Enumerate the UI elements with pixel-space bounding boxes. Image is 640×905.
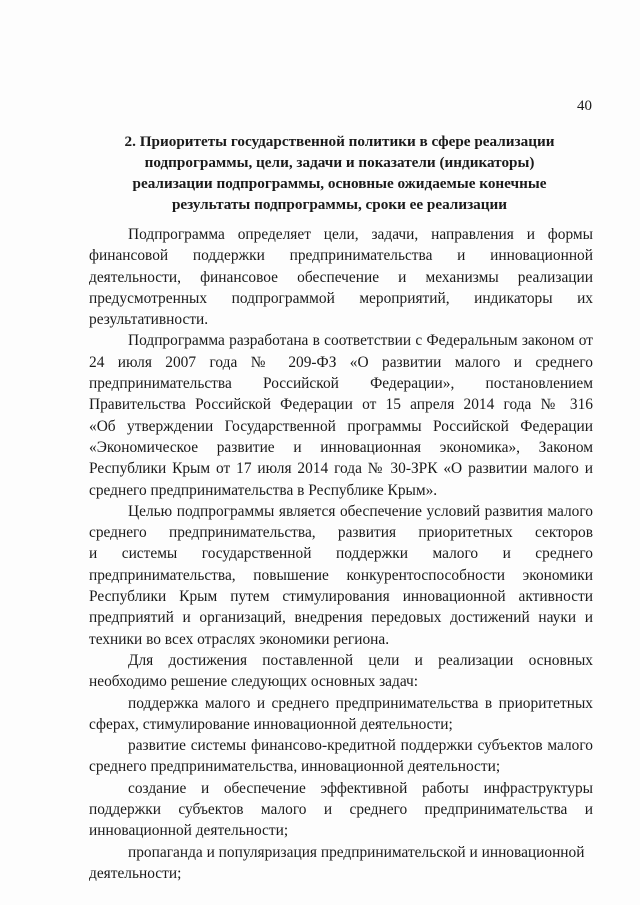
text-line: предприятий и организаций, внедрения передовых достижений науки и xyxy=(89,609,593,627)
list-item xyxy=(89,735,593,778)
text-line: развитие системы финансово-кредитной поддержки субъектов малого xyxy=(128,737,593,755)
text-line: 24 июля 2007 года № 209-ФЗ «О развитии малого и среднего xyxy=(89,353,593,371)
text-line: техники во всех отраслях экономики региона. xyxy=(89,630,390,648)
text-line: финансовой поддержки предпринимательства и инновационной xyxy=(89,247,593,265)
heading-line: подпрограммы, цели, задачи и показатели (индикаторы) xyxy=(144,154,535,171)
list-item xyxy=(89,842,593,885)
text-line: Республики Крым путем стимулирования инновационной активности xyxy=(89,588,593,606)
paragraph xyxy=(89,224,593,330)
paragraph xyxy=(89,330,593,500)
text-line: предпринимательства Российской Федерации», постановлением xyxy=(89,375,593,393)
text-line: среднего предпринимательства, развития приоритетных секторов xyxy=(89,524,593,542)
text-line: «Об утверждении Государственной программы Российской Федерации xyxy=(89,417,593,435)
body-text xyxy=(89,224,593,884)
text-line: предусмотренных подпрограммой мероприятий, индикаторы их xyxy=(89,289,593,307)
text-line: деятельности; xyxy=(89,864,182,882)
text-line: Целью подпрограммы является обеспечение условий развития малого xyxy=(128,502,593,520)
paragraph xyxy=(89,501,593,650)
heading-line: результаты подпрограммы, сроки ее реализации xyxy=(171,196,508,213)
text-line: пропаганда и популяризация предпринимательской и инновационной xyxy=(128,843,585,861)
text-line: Для достижения поставленной цели и реализации основных xyxy=(128,651,593,669)
text-line: создание и обеспечение эффективной работы инфраструктуры xyxy=(128,779,593,797)
section-heading xyxy=(92,131,587,215)
text-line: Подпрограмма определяет цели, задачи, направления и формы xyxy=(128,226,593,243)
text-line: деятельности, финансовое обеспечение и механизмы реализации xyxy=(89,268,593,286)
text-line: среднего предпринимательства, инновационной деятельности; xyxy=(89,758,501,776)
paragraph xyxy=(89,650,593,693)
text-line: сферах, стимулирование инновационной деятельности; xyxy=(89,715,453,733)
text-line: предпринимательства, повышение конкурентоспособности экономики xyxy=(89,566,593,584)
text-line: «Экономическое развитие и инновационная экономика», Законом xyxy=(89,438,593,456)
text-line: результативности. xyxy=(89,311,209,329)
list-item xyxy=(89,778,593,842)
text-line: и системы государственной поддержки малого и среднего xyxy=(89,545,593,563)
list-item xyxy=(89,693,593,736)
heading-line: реализации подпрограммы, основные ожидаемые конечные xyxy=(132,175,547,192)
text-line: Республики Крым от 17 июля 2014 года № 30-ЗРК «О развитии малого и xyxy=(89,460,593,478)
text-line: инновационной деятельности; xyxy=(89,822,289,840)
text-line: среднего предпринимательства в Республике Крым». xyxy=(89,481,438,499)
text-line: необходимо решение следующих основных задач: xyxy=(89,673,419,691)
text-line: Правительства Российской Федерации от 15 апреля 2014 года № 316 xyxy=(89,396,593,414)
text-line: поддержка малого и среднего предпринимательства в приоритетных xyxy=(128,694,593,712)
heading-line: 2. Приоритеты государственной политики в сфере реализации xyxy=(124,133,555,150)
text-line: поддержки субъектов малого и среднего предпринимательства и xyxy=(89,801,593,819)
page-number: 40 xyxy=(577,98,592,114)
text-line: Подпрограмма разработана в соответствии с Федеральным законом от xyxy=(128,332,593,350)
